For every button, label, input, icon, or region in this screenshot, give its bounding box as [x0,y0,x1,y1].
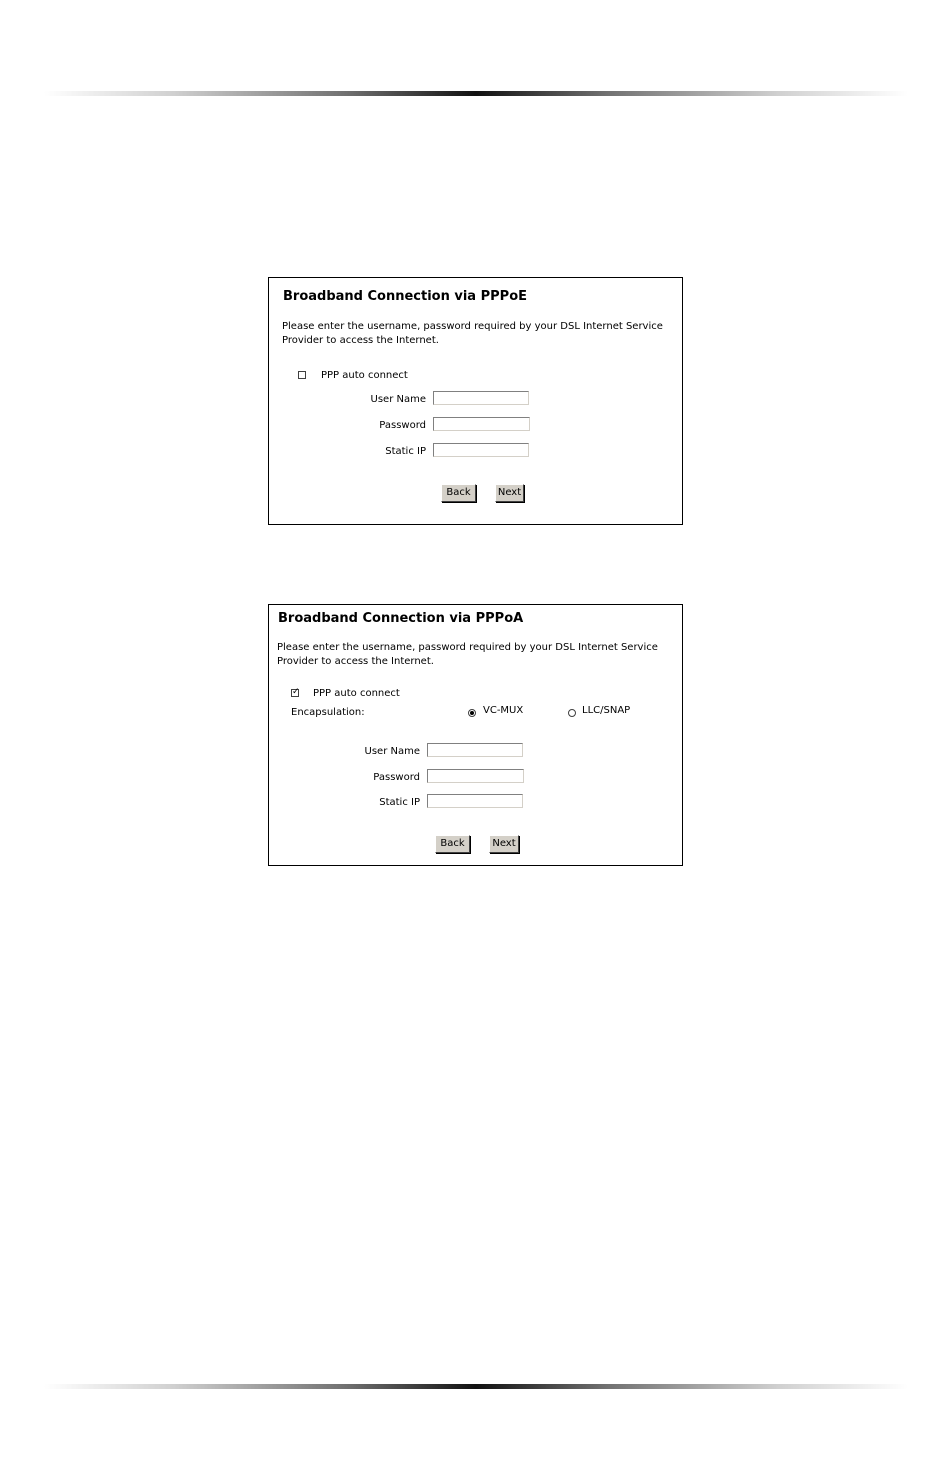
pppoa-username-label: User Name [364,746,420,757]
pppoa-panel [268,604,683,866]
pppoe-panel [268,277,683,525]
pppoe-title: Broadband Connection via PPPoE [283,289,528,304]
pppoa-static-ip-input[interactable] [427,794,523,808]
pppoe-description: Please enter the username, password required by your DSL Internet Service Provider to access the Internet. [282,321,663,346]
pppoa-description: Please enter the username, password required by your DSL Internet Service Provider to access the Internet. [277,642,658,667]
pppoa-title: Broadband Connection via PPPoA [278,611,524,626]
pppoe-username-label: User Name [370,394,426,405]
pppoe-next-button[interactable]: Next [495,484,524,502]
check-icon: ✓ [292,687,300,697]
radio-llc-snap[interactable] [568,709,576,717]
pppoe-back-button[interactable]: Back [441,484,476,502]
pppoe-auto-connect-label: PPP auto connect [321,370,408,381]
pppoa-static-ip-label: Static IP [379,797,420,808]
pppoa-back-button[interactable]: Back [435,835,470,853]
radio-vc-mux-label: VC-MUX [483,705,524,716]
pppoa-password-input[interactable] [427,769,524,783]
pppoa-auto-connect-label: PPP auto connect [313,688,400,699]
pppoa-auto-connect-checkbox[interactable] [291,689,299,697]
pppoe-password-input[interactable] [433,417,530,431]
encapsulation-label: Encapsulation: [291,707,365,718]
pppoe-static-ip-label: Static IP [385,446,426,457]
footer-rule [44,1384,908,1389]
pppoe-password-label: Password [379,420,426,431]
radio-vc-mux[interactable] [468,709,476,717]
pppoa-username-input[interactable] [427,743,523,757]
radio-selected-dot [470,711,474,715]
pppoe-static-ip-input[interactable] [433,443,529,457]
pppoe-auto-connect-checkbox[interactable] [298,371,306,379]
radio-llc-snap-label: LLC/SNAP [582,705,631,716]
pppoe-username-input[interactable] [433,391,529,405]
header-rule [44,91,908,96]
pppoa-password-label: Password [373,772,420,783]
pppoa-next-button[interactable]: Next [489,835,519,853]
